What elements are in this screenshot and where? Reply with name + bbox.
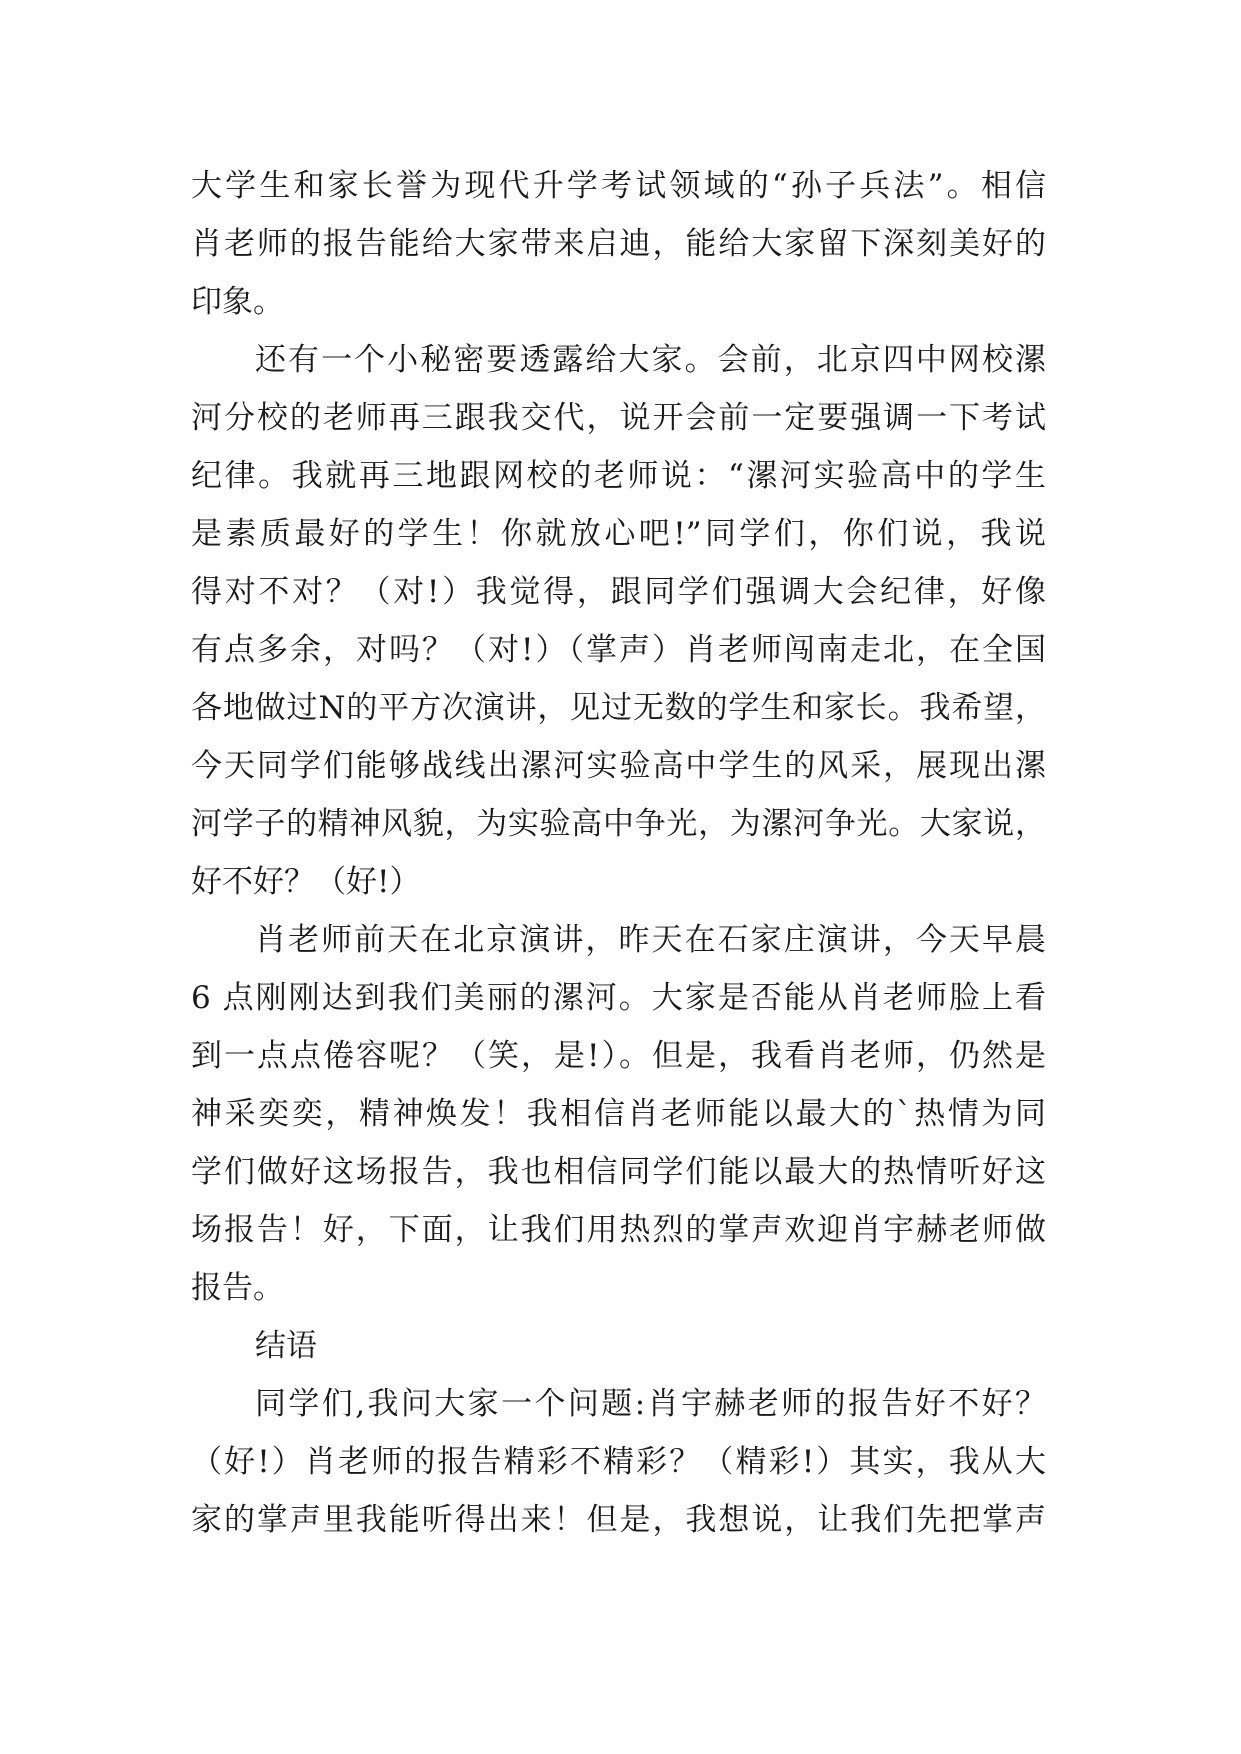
text-line: 肖老师的报告能给大家带来启迪，能给大家留下深刻美好的 bbox=[191, 226, 1046, 262]
text-line: 学们做好这场报告，我也相信同学们能以最大的热情听好这 bbox=[191, 1154, 1046, 1190]
text-line: 各地做过N的平方次演讲，见过无数的学生和家长。我希望， bbox=[191, 690, 1046, 726]
text-line: 是素质最好的学生！你就放心吧!”同学们，你们说，我说 bbox=[191, 516, 1046, 552]
paragraph-start-line: 还有一个小秘密要透露给大家。会前，北京四中网校漯 bbox=[255, 342, 1046, 378]
text-line: 好不好？（好!） bbox=[191, 864, 421, 900]
section-heading: 结语 bbox=[255, 1328, 317, 1364]
text-line: 神采奕奕，精神焕发！我相信肖老师能以最大的`热情为同 bbox=[191, 1096, 1046, 1132]
document-body bbox=[191, 157, 1046, 1549]
paragraph-start-line: 同学们,我问大家一个问题:肖宇赫老师的报告好不好？ bbox=[255, 1386, 1046, 1422]
text-line: 纪律。我就再三地跟网校的老师说：“漯河实验高中的学生 bbox=[191, 458, 1046, 494]
text-line: 场报告！好，下面，让我们用热烈的掌声欢迎肖宇赫老师做 bbox=[191, 1212, 1046, 1248]
text-line: 家的掌声里我能听得出来！但是，我想说，让我们先把掌声 bbox=[191, 1502, 1046, 1538]
text-line: 到一点点倦容呢？（笑，是!）。但是，我看肖老师，仍然是 bbox=[191, 1038, 1046, 1074]
text-line: 有点多余，对吗？（对!）（掌声）肖老师闯南走北，在全国 bbox=[191, 632, 1046, 668]
text-line: 报告。 bbox=[191, 1270, 284, 1306]
text-line: 得对不对？（对!）我觉得，跟同学们强调大会纪律，好像 bbox=[191, 574, 1046, 610]
text-line: 印象。 bbox=[191, 284, 284, 320]
text-line: 大学生和家长誉为现代升学考试领域的“孙子兵法”。相信 bbox=[191, 168, 1046, 204]
text-line: （好!）肖老师的报告精彩不精彩？（精彩!）其实，我从大 bbox=[191, 1444, 1046, 1480]
text-line: 河分校的老师再三跟我交代，说开会前一定要强调一下考试 bbox=[191, 400, 1046, 436]
text-line: 河学子的精神风貌，为实验高中争光，为漯河争光。大家说， bbox=[191, 806, 1046, 842]
paragraph-start-line: 肖老师前天在北京演讲，昨天在石家庄演讲，今天早晨 bbox=[255, 922, 1046, 958]
text-line: 6 点刚刚达到我们美丽的漯河。大家是否能从肖老师脸上看 bbox=[191, 980, 1046, 1016]
text-line: 今天同学们能够战线出漯河实验高中学生的风采，展现出漯 bbox=[191, 748, 1046, 784]
